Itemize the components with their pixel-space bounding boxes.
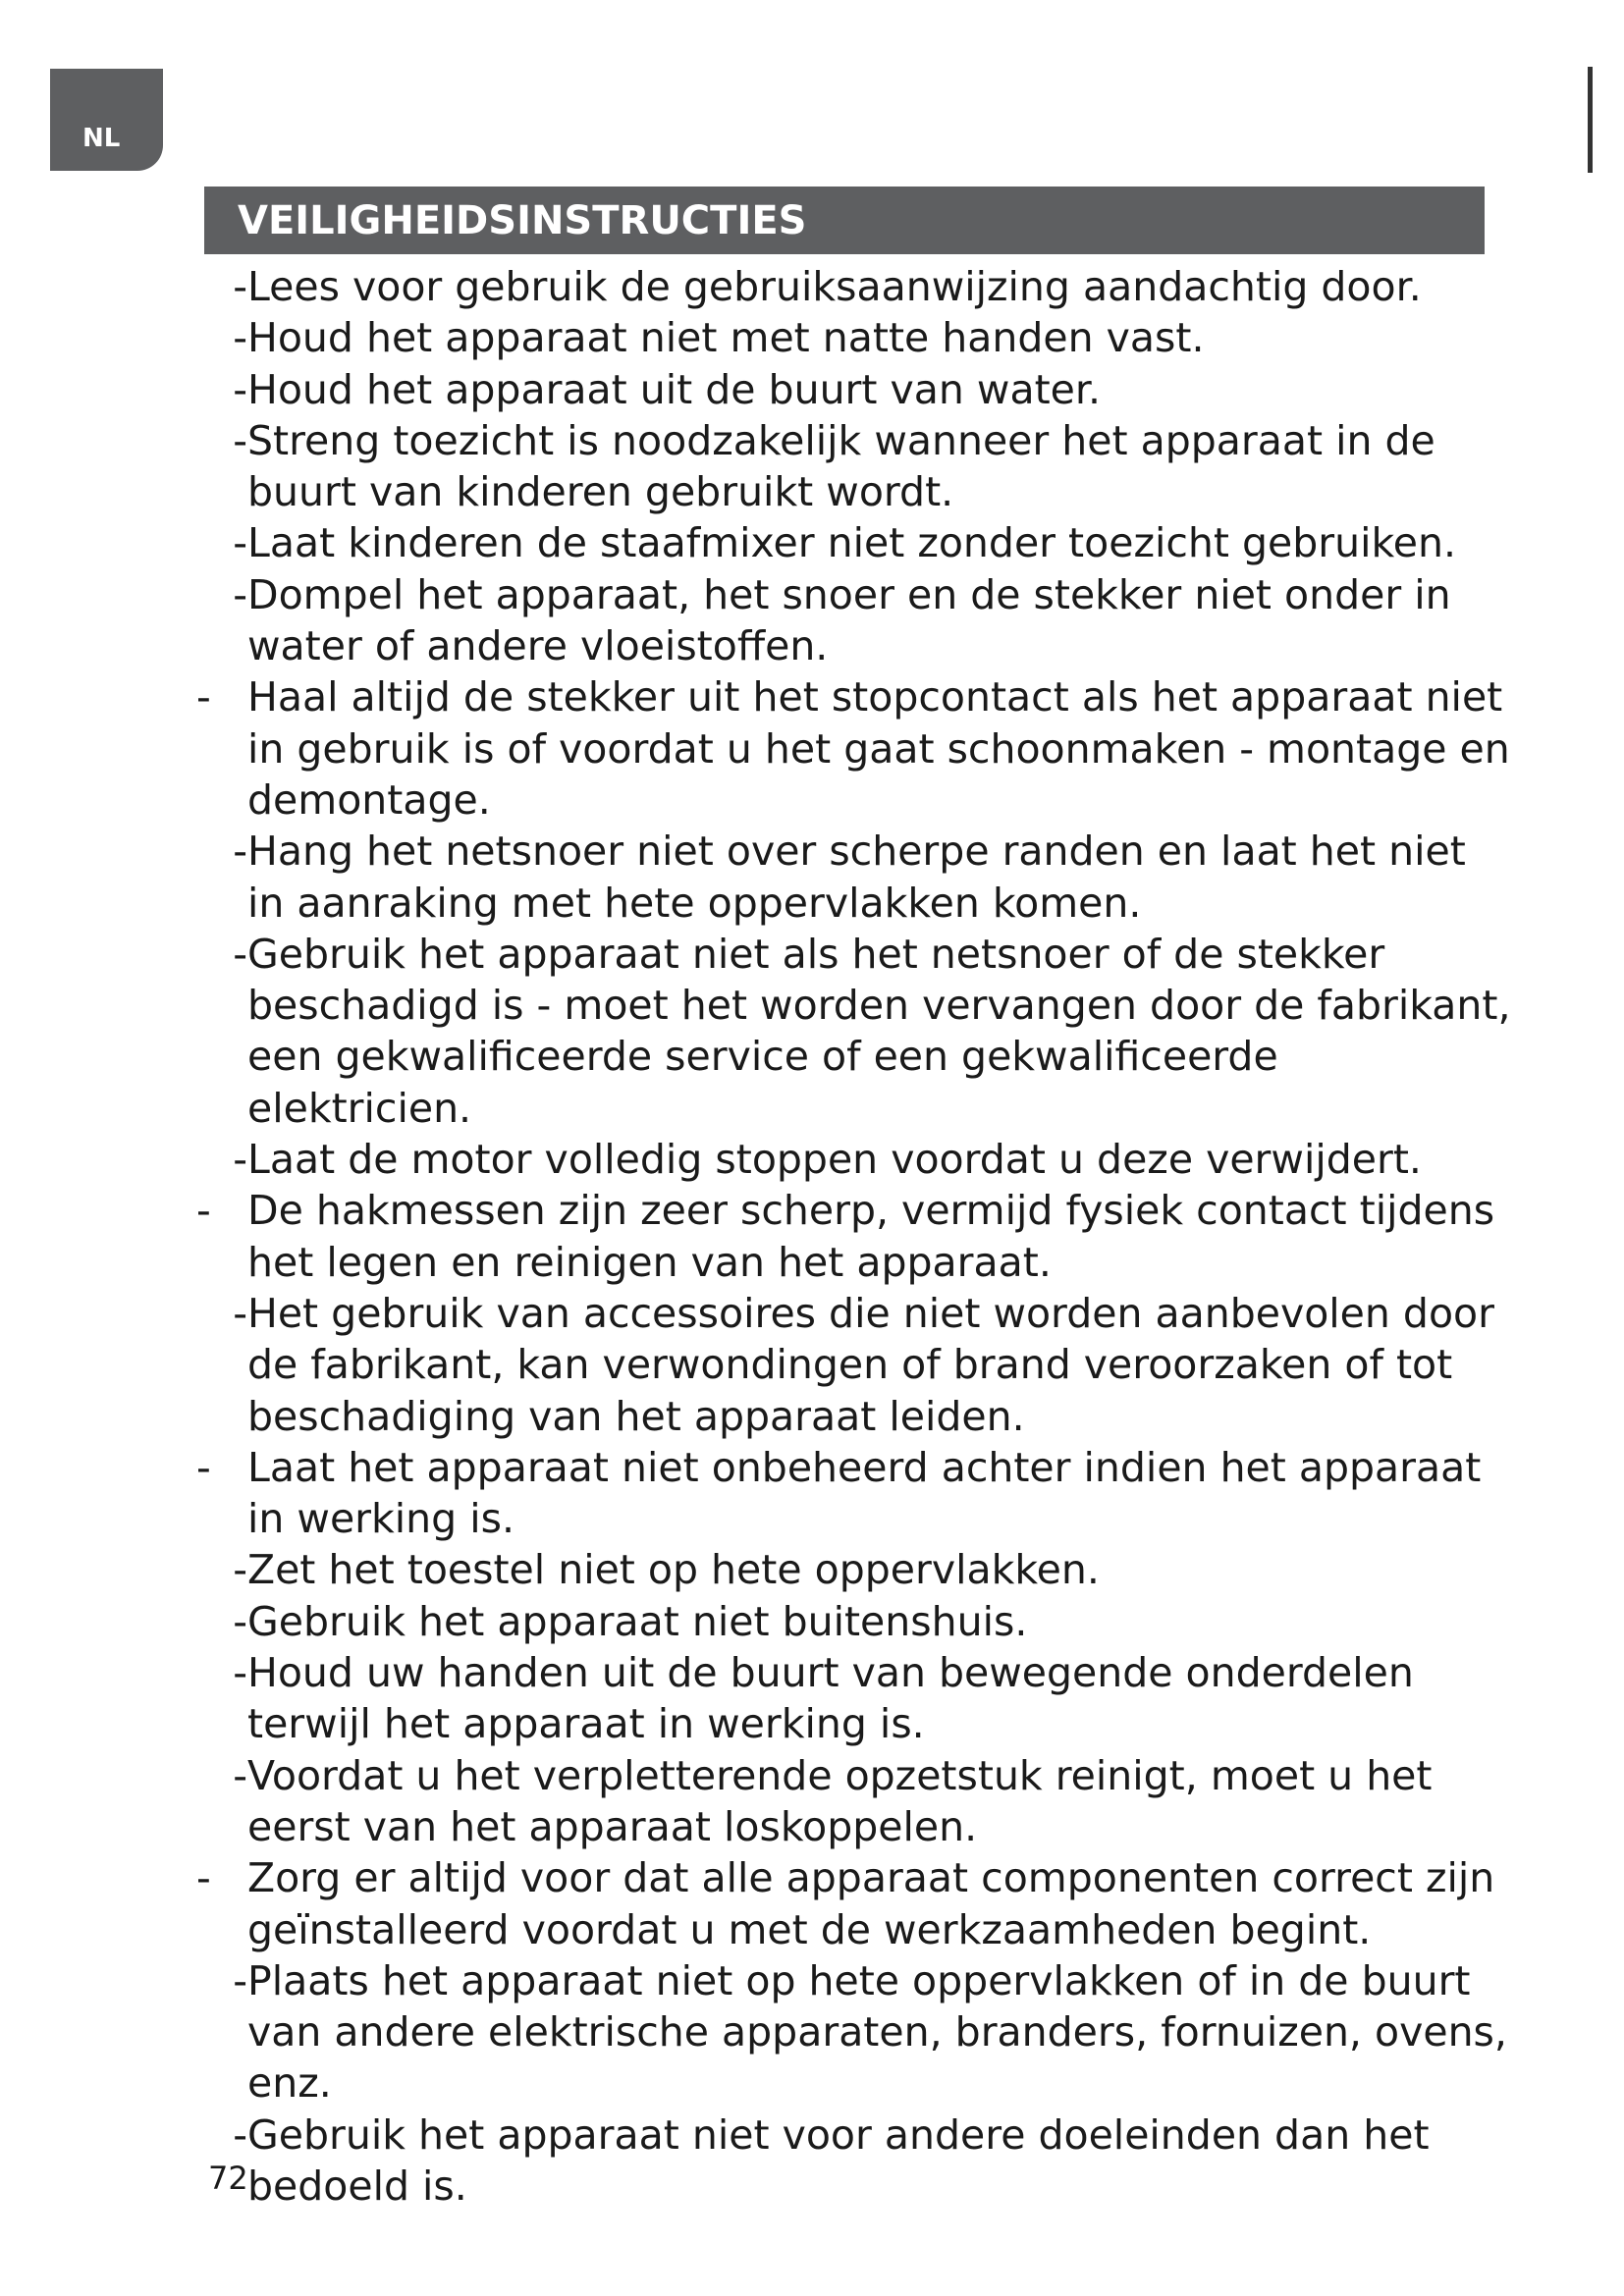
list-dash: - [196,1854,211,1902]
list-item [196,1185,1512,1288]
page-number: 72 [208,2160,248,2197]
list-item [196,1288,1512,1442]
list-item-text: Zorg er altijd voor dat alle apparaat componenten correct zijn geïnstalleerd voordat u met de werkzaamheden begint. [247,1854,1495,1953]
list-dash: - [233,828,247,876]
list-dash: - [233,263,247,310]
list-item-text: Streng toezicht is noodzakelijk wanneer het apparaat in de buurt van kinderen gebruikt wordt. [247,416,1435,516]
list-item-text: Plaats het apparaat niet op hete oppervlakken of in de buurt van andere elektrische apparaten, branders, fornuizen, ovens, enz. [247,1956,1507,2108]
list-item [196,1134,1512,1185]
page-edge-mark [1588,67,1593,173]
list-item-text: Hang het netsnoer niet over scherpe randen en laat het niet in aanraking met hete oppervlakken komen. [247,828,1466,927]
list-dash: - [196,1443,211,1491]
section-header [204,187,1485,254]
list-item-text: Gebruik het apparaat niet voor andere doeleinden dan het bedoeld is. [247,2110,1430,2210]
list-item [196,1852,1512,1955]
language-label: NL [82,124,121,153]
list-item-text: Het gebruik van accessoires die niet worden aanbevolen door de fabrikant, kan verwondingen of brand veroorzaken of tot beschadiging van het apparaat leiden. [247,1289,1494,1440]
list-item [196,1596,1512,1647]
list-item-text: Houd uw handen uit de buurt van bewegende onderdelen terwijl het apparaat in werking is. [247,1649,1414,1748]
list-item [196,2109,1512,2213]
list-dash: - [233,1136,247,1184]
list-item [196,826,1512,929]
list-item-text: Houd het apparaat niet met natte handen vast. [247,314,1205,362]
safety-instructions-list [196,261,1512,2212]
list-dash: - [233,1956,247,2004]
list-item-text: Laat het apparaat niet onbeheerd achter indien het apparaat in werking is. [247,1443,1482,1543]
list-item [196,1544,1512,1595]
list-item-text: Zet het toestel niet op hete oppervlakken. [247,1546,1100,1594]
list-dash: - [233,1546,247,1594]
list-dash: - [196,1187,211,1235]
list-dash: - [233,570,247,618]
list-dash: - [233,1649,247,1697]
list-item [196,1442,1512,1545]
list-dash: - [196,673,211,721]
list-item [196,1647,1512,1750]
list-item-text: Lees voor gebruik de gebruiksaanwijzing aandachtig door. [247,263,1422,310]
list-item [196,1955,1512,2109]
list-item-text: Gebruik het apparaat niet buitenshuis. [247,1597,1028,1645]
list-dash: - [233,2110,247,2159]
list-item-text: Laat kinderen de staafmixer niet zonder toezicht gebruiken. [247,519,1457,567]
list-dash: - [233,1597,247,1645]
list-item-text: Gebruik het apparaat niet als het netsnoer of de stekker beschadigd is - moet het worden vervangen door de fabrikant, een gekwalificeerde service of een gekwalificeerde elektricien. [247,930,1511,1132]
list-dash: - [233,416,247,464]
language-tab [50,69,163,171]
list-item [196,261,1512,312]
list-item-text: Haal altijd de stekker uit het stopcontact als het apparaat niet in gebruik is of voordat u het gaat schoonmaken - montage en demontage. [247,673,1510,824]
list-dash: - [233,314,247,362]
list-dash: - [233,1289,247,1337]
section-title: VEILIGHEIDSINSTRUCTIES [238,197,807,243]
list-item-text: Voordat u het verpletterende opzetstuk reinigt, moet u het eerst van het apparaat loskoppelen. [247,1751,1433,1850]
list-dash: - [233,930,247,978]
list-dash: - [233,519,247,567]
list-item [196,517,1512,568]
list-item [196,569,1512,672]
list-dash: - [233,365,247,413]
list-item [196,929,1512,1134]
list-item-text: Houd het apparaat uit de buurt van water. [247,365,1102,413]
list-item [196,1750,1512,1853]
list-item-text: De hakmessen zijn zeer scherp, vermijd fysiek contact tijdens het legen en reinigen van het apparaat. [247,1187,1495,1286]
list-item-text: Laat de motor volledig stoppen voordat u deze verwijdert. [247,1136,1422,1184]
list-item [196,364,1512,415]
list-item [196,671,1512,826]
list-dash: - [233,1751,247,1799]
list-item-text: Dompel het apparaat, het snoer en de stekker niet onder in water of andere vloeistoffen. [247,570,1451,670]
list-item [196,415,1512,518]
list-item [196,312,1512,363]
